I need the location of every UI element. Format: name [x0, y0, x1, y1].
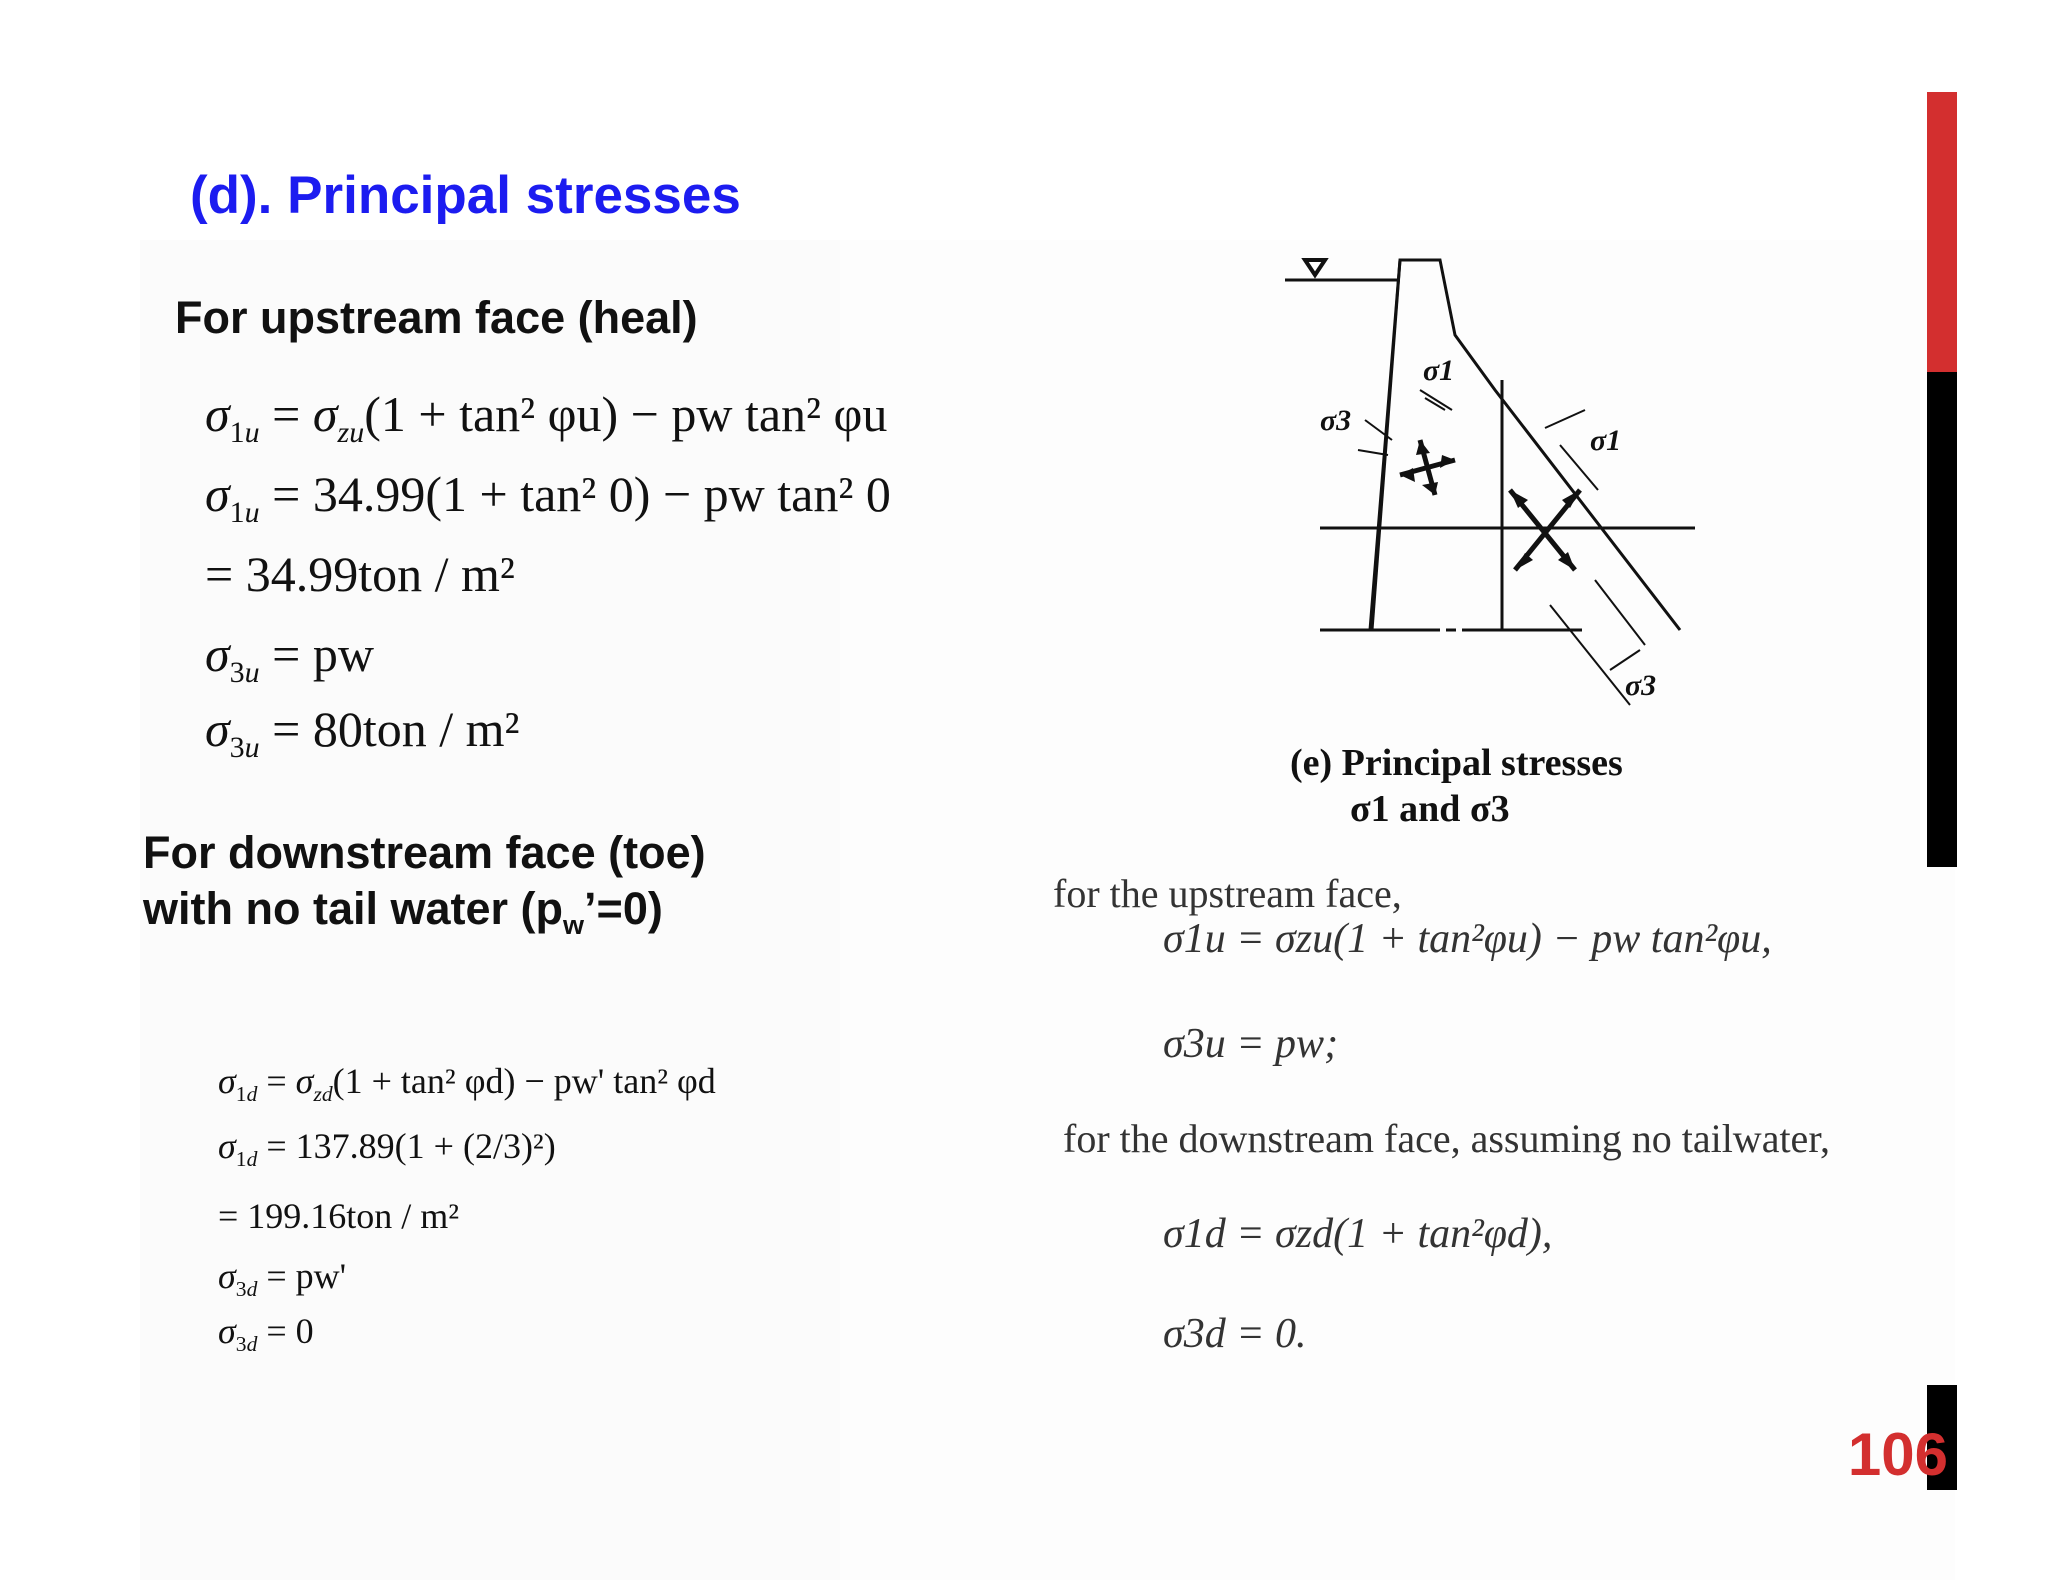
page-title: (d). Principal stresses [190, 166, 741, 225]
upstream-eq-1: $\sigma_{1u} = \sigma_{zu}(1 + \tan^2$ φu) − pw tan² φu [205, 386, 888, 449]
upstream-eq-4-value: = pw [272, 626, 374, 682]
downstream-eq-4-value: = pw' [266, 1256, 347, 1296]
downstream-eq-1-rhs: (1 + tan² φd) − pw' tan² φd [332, 1061, 716, 1101]
ref-eq-2: σ3u = pw; [1163, 1021, 1339, 1067]
downstream-heading [143, 825, 706, 953]
downstream-eq-5-value: = 0 [266, 1311, 314, 1351]
upstream-heading: For upstream face (heal) [175, 292, 698, 343]
ref-eq-3: σ1d = σzd(1 + tan²φd), [1163, 1211, 1553, 1257]
water-level-icon [1305, 260, 1325, 275]
downstream-eq-4: $\sigma_{3d} = pw'$ [218, 1256, 347, 1302]
downstream-eq-2-value: = 137.89(1 + (2/3)²) [266, 1126, 556, 1166]
upstream-eq-1-rhs: (1 + tan² φu) − pw tan² φu [364, 386, 888, 442]
downstream-heading-line2: with no tail water $(p_w’=0)$ [143, 883, 663, 940]
figure-caption-line2: σ1 and σ3 [1350, 788, 1510, 830]
page-number: 106 [1847, 1421, 1948, 1488]
upstream-eq-2-value: = 34.99(1 + tan² 0) − pw tan² 0 [272, 466, 891, 522]
figure-caption [1290, 740, 1623, 832]
figure-sigma3-upstream-label: σ3 [1320, 404, 1352, 437]
ref-upstream-label: for the upstream face, [1053, 871, 1402, 916]
upstream-eq-3: = 34.99ton / m² [205, 546, 515, 602]
ref-downstream-label: for the downstream face, assuming no tailwater, [1063, 1116, 1831, 1161]
ref-eq-1: σ1u = σzu(1 + tan²φu) − pw tan²φu, [1163, 916, 1772, 962]
dam-stress-figure [1280, 250, 1720, 720]
accent-bar-red [1927, 92, 1957, 372]
upstream-eq-4: $\sigma_{3u}$ = pw [205, 626, 374, 689]
upstream-eq-5-value: = 80ton / m² [272, 701, 520, 757]
upstream-eq-5: $\sigma_{3u} = 80ton / m^2$ [205, 701, 520, 764]
downstream-eq-2: $\sigma_{1d} = 137.89(1 + (2/3)^2)$ [218, 1126, 556, 1172]
upstream-eq-2: $\sigma_{1u} = 34.99(1 + \tan^2$ 0) − pw tan² 0 [205, 466, 891, 529]
downstream-eq-5: $\sigma_{3d} = 0$ [218, 1311, 314, 1357]
figure-sigma3-downstream-label: σ3 [1625, 669, 1657, 702]
downstream-eq-3: = 199.16ton / m² [218, 1196, 460, 1236]
ref-eq-4: σ3d = 0. [1163, 1311, 1307, 1357]
accent-bar-black [1927, 372, 1957, 867]
figure-sigma1-downstream-label: σ1 [1590, 424, 1622, 457]
figure-sigma1-upstream-label: σ1 [1423, 354, 1455, 387]
downstream-eq-1: $\sigma_{1d} = \sigma_{zd}(1 + \tan^2$ φd) − pw' tan² φd [218, 1061, 716, 1107]
figure-caption-line1: (e) Principal stresses [1290, 742, 1623, 784]
downstream-heading-line1: For downstream face (toe) [143, 827, 706, 878]
